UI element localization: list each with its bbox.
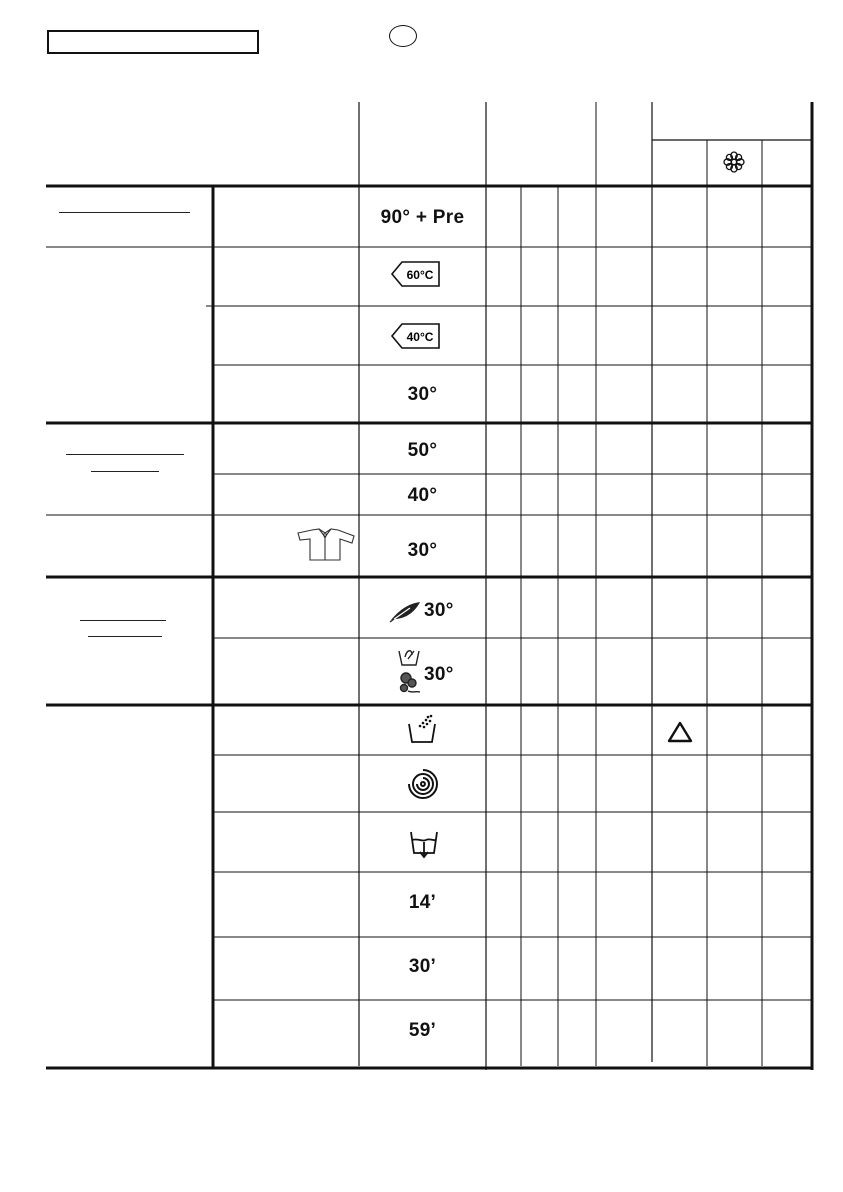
programme-code-8: 30° — [424, 600, 454, 621]
group-label-line-2b — [91, 471, 159, 472]
shirt-icon — [296, 527, 358, 563]
tag-60-text: 60°C — [406, 268, 434, 282]
tag-60-icon — [390, 260, 442, 288]
programme-code-1: 90° + Pre — [380, 207, 465, 228]
handwash-wool-icon — [396, 645, 426, 697]
triangle-icon — [666, 720, 694, 744]
group-label-line-3b — [88, 636, 162, 637]
tag-40-text: 40°C — [406, 330, 434, 344]
group-label-line-3a — [80, 620, 166, 621]
programme-code-9: 30° — [424, 664, 454, 685]
flower-icon — [722, 150, 746, 174]
tag-40-icon — [390, 322, 442, 350]
spin-icon — [407, 768, 439, 800]
programme-code-7: 30° — [407, 540, 438, 561]
drain-icon — [408, 828, 440, 860]
programme-code-5: 50° — [407, 440, 438, 461]
programme-code-13: 14’ — [408, 892, 437, 913]
programme-code-14: 30’ — [408, 956, 437, 977]
group-label-line-2a — [66, 454, 184, 455]
programme-code-6: 40° — [407, 485, 438, 506]
programme-code-15: 59’ — [408, 1020, 437, 1041]
group-label-line-1 — [59, 212, 190, 213]
rinse-icon — [406, 713, 438, 745]
programme-code-4: 30° — [407, 384, 438, 405]
feather-icon — [388, 598, 424, 624]
